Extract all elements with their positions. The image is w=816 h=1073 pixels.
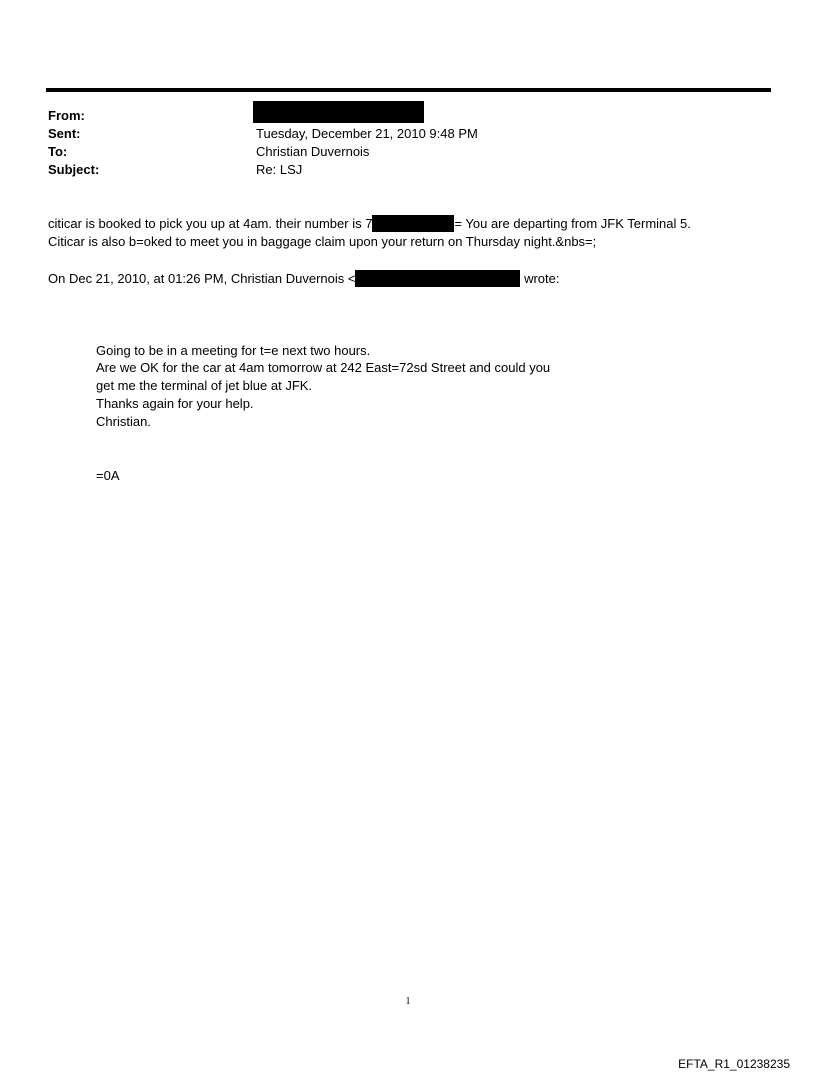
attribution-end: wrote: [520, 271, 560, 286]
quoted-line: Thanks again for your help. [96, 396, 254, 411]
body-line-1-end: = You are departing from JFK Terminal 5. [454, 216, 691, 231]
to-label: To: [48, 144, 68, 159]
quoted-line: get me the terminal of jet blue at JFK. [96, 378, 313, 393]
redacted-phone [372, 215, 454, 232]
document-id: EFTA_R1_01238235 [678, 1057, 790, 1071]
sent-label: Sent: [48, 126, 81, 141]
sent-value: Tuesday, December 21, 2010 9:48 PM [256, 126, 478, 141]
redacted-email [355, 270, 520, 287]
quoted-line: Are we OK for the car at 4am tomorrow at 242 East=72sd Street and could you [96, 360, 551, 375]
subject-value: Re: LSJ [256, 162, 303, 177]
body-line-1 [48, 215, 691, 233]
body-line-2: Citicar is also b=oked to meet you in baggage claim upon your return on Thursday night.&nbs=; [48, 234, 597, 249]
quoted-trailer: =0A [96, 468, 120, 483]
redacted-sender [253, 101, 424, 123]
body-line-1-start: citicar is booked to pick you up at 4am. their number is 7 [48, 216, 373, 231]
header-rule [46, 88, 771, 92]
to-value: Christian Duvernois [256, 144, 370, 159]
quote-attribution [48, 270, 559, 288]
subject-label: Subject: [48, 162, 100, 177]
quoted-line: Going to be in a meeting for t=e next two hours. [96, 343, 371, 358]
attribution-start: On Dec 21, 2010, at 01:26 PM, Christian Duvernois < [48, 271, 356, 286]
from-label: From: [48, 108, 85, 123]
page-number: 1 [405, 996, 411, 1007]
quoted-line: Christian. [96, 414, 151, 429]
